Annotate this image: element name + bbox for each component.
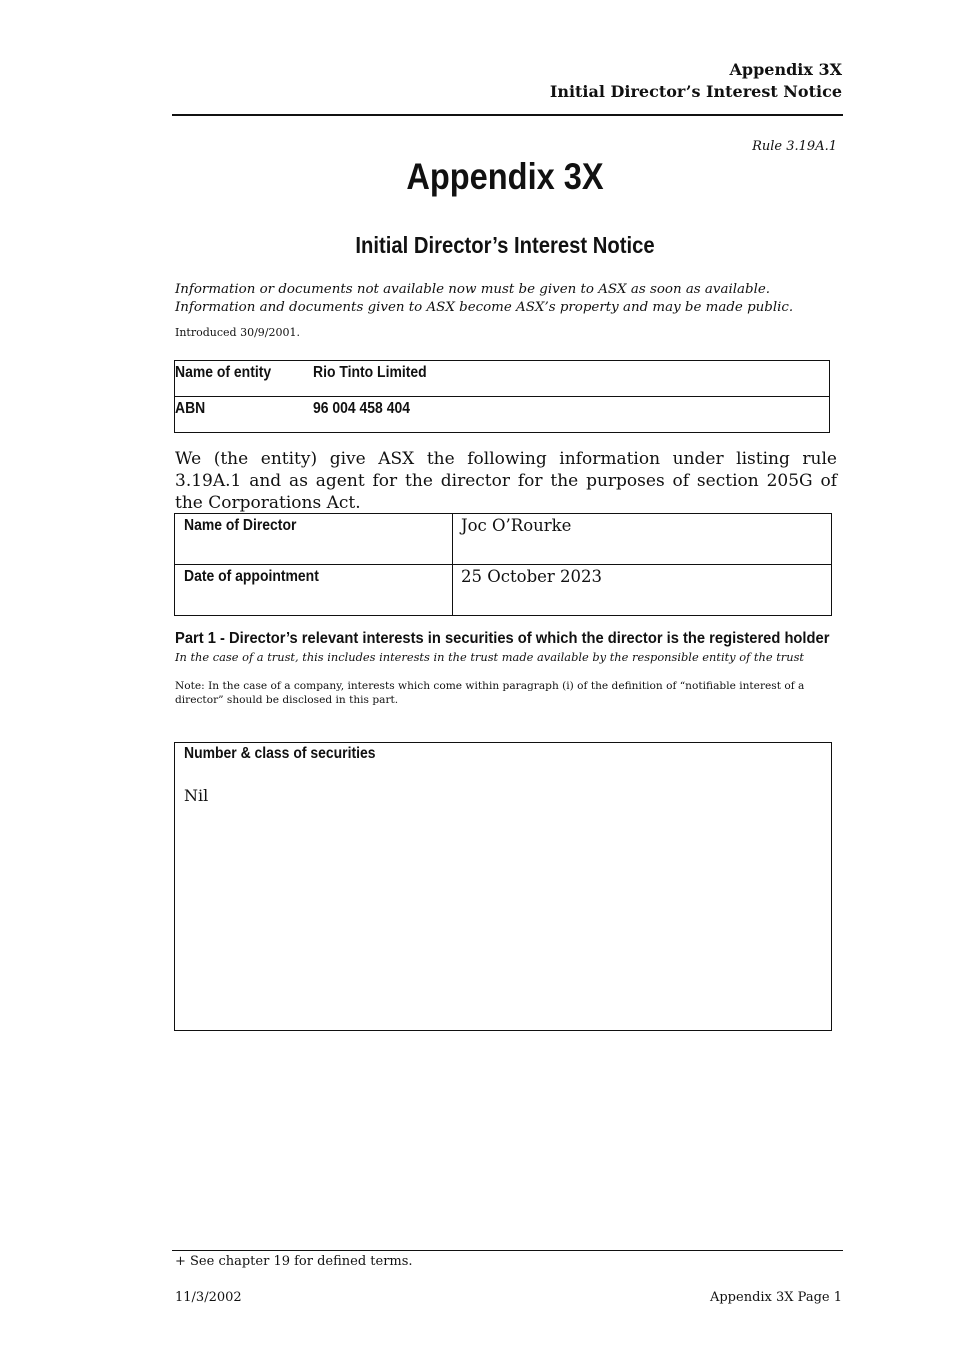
securities-label: Number & class of securities xyxy=(184,745,376,762)
footer-divider xyxy=(172,1250,843,1251)
appointment-date-label: Date of appointment xyxy=(175,565,453,616)
director-table xyxy=(174,513,832,616)
running-header-title: Appendix 3X xyxy=(729,60,842,79)
part1-subheading: In the case of a trust, this includes interests in the trust made available by the responsible entity of the trust xyxy=(175,650,804,664)
defined-terms-note: + See chapter 19 for defined terms. xyxy=(175,1254,413,1269)
appointment-date-value: 25 October 2023 xyxy=(453,565,832,616)
entity-name-label: Name of entity xyxy=(175,361,314,397)
director-name-label: Name of Director xyxy=(175,514,453,565)
abn-label: ABN xyxy=(175,397,314,433)
abn-value: 96 004 458 404 xyxy=(313,397,830,433)
securities-value: Nil xyxy=(184,786,209,805)
entity-name-value: Rio Tinto Limited xyxy=(313,361,830,397)
director-name-value: Joc O’Rourke xyxy=(453,514,832,565)
footer-date: 11/3/2002 xyxy=(175,1290,242,1305)
document-subtitle: Initial Director’s Interest Notice xyxy=(355,232,655,258)
running-header-subtitle: Initial Director’s Interest Notice xyxy=(549,82,842,101)
rule-reference: Rule 3.19A.1 xyxy=(752,139,837,154)
header-divider xyxy=(172,114,843,116)
part1-note: Note: In the case of a company, interests which come within paragraph (i) of the definition of “notifiable interest of a director” should be disclosed in this part. xyxy=(175,680,805,706)
director-name-row xyxy=(175,514,832,565)
information-notice: Information or documents not available now must be given to ASX as soon as available. Information and documents given to ASX become ASX’s property and may be made public. xyxy=(175,282,794,315)
appointment-date-row xyxy=(175,565,832,616)
document-title: Appendix 3X xyxy=(406,156,604,197)
page-number: Appendix 3X Page 1 xyxy=(709,1290,842,1305)
entity-table xyxy=(174,360,830,433)
entity-statement: We (the entity) give ASX the following information under listing rule 3.19A.1 and as agent for the director for the purposes of section 205G of the Corporations Act. xyxy=(175,449,837,513)
introduced-date: Introduced 30/9/2001. xyxy=(175,326,300,339)
entity-name-row xyxy=(175,361,830,397)
securities-box xyxy=(174,742,832,1031)
part1-heading: Part 1 - Director’s relevant interests in securities of which the director is the registered holder xyxy=(175,630,830,647)
abn-row xyxy=(175,397,830,433)
